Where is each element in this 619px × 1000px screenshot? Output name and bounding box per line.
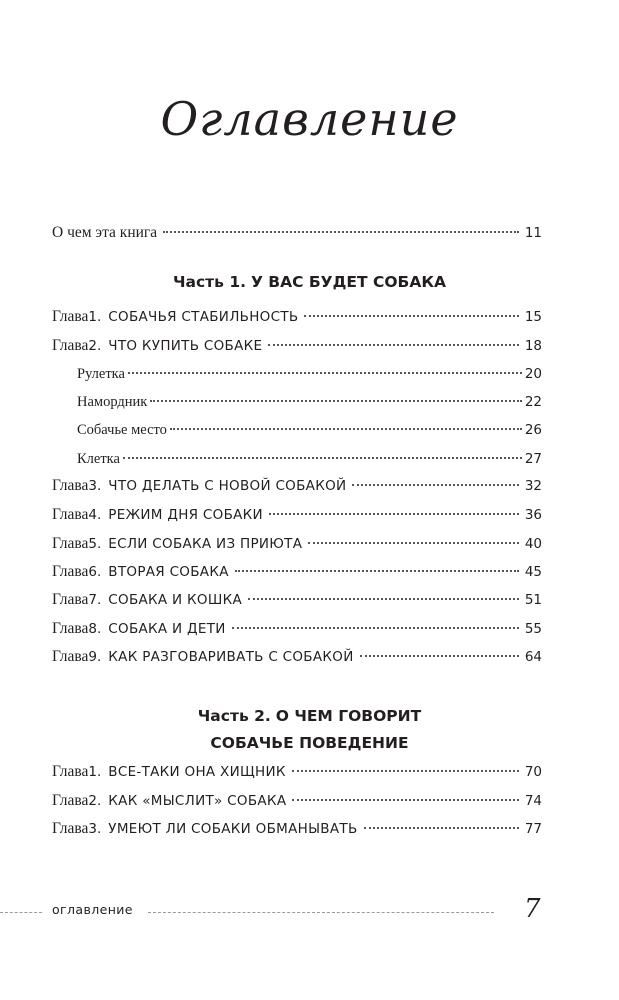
chapter-title: СОБАКА И КОШКА <box>108 592 243 608</box>
toc-chapter-entry <box>52 820 542 842</box>
chapter-title: ВТОРАЯ СОБАКА <box>108 564 229 580</box>
footer-section-label: оглавление <box>52 902 133 917</box>
chapter-number: 6. <box>88 564 102 580</box>
toc-chapter-entry <box>52 563 542 585</box>
part-title-line-1: О ЧЕМ ГОВОРИТ <box>275 707 422 725</box>
toc-page-number: 70 <box>524 764 542 780</box>
toc-subentry <box>77 394 542 416</box>
chapter-title: КАК «МЫСЛИТ» СОБАКА <box>108 793 287 809</box>
toc-page-number: 11 <box>524 225 542 241</box>
toc-page-number: 45 <box>524 564 542 580</box>
toc-subentry-label: Рулетка <box>77 366 125 382</box>
chapter-number: 2. <box>88 338 102 354</box>
chapter-title: ВСЕ-ТАКИ ОНА ХИЩНИК <box>108 764 286 780</box>
part-label: Часть 1. <box>172 273 246 291</box>
chapter-number: 5. <box>88 536 102 552</box>
chapter-prefix: Глава <box>52 763 89 780</box>
chapter-prefix: Глава <box>52 792 89 809</box>
toc-page-number: 22 <box>524 394 542 410</box>
dot-leader <box>123 457 522 459</box>
toc-subentry-label: Собачье место <box>77 422 167 438</box>
toc-entry-intro <box>52 224 542 246</box>
chapter-title: УМЕЮТ ЛИ СОБАКИ ОБМАНЫВАТЬ <box>108 821 358 837</box>
part-title: У ВАС БУДЕТ СОБАКА <box>250 273 447 291</box>
chapter-title: ЕСЛИ СОБАКА ИЗ ПРИЮТА <box>108 536 303 552</box>
dot-leader <box>268 344 518 346</box>
toc-page-number: 15 <box>524 309 542 325</box>
toc-page-number: 74 <box>524 793 542 809</box>
toc-subentry-label: Клетка <box>77 451 120 467</box>
chapter-prefix: Глава <box>52 620 89 637</box>
chapter-prefix: Глава <box>52 308 89 325</box>
dot-leader <box>235 570 519 572</box>
dot-leader <box>292 799 518 801</box>
chapter-title: КАК РАЗГОВАРИВАТЬ С СОБАКОЙ <box>108 649 354 665</box>
part-1-heading <box>0 273 619 291</box>
toc-chapter-entry <box>52 648 542 670</box>
chapter-prefix: Глава <box>52 337 89 354</box>
dot-leader <box>128 372 522 374</box>
toc-chapter-entry <box>52 792 542 814</box>
toc-page-number: 20 <box>524 366 542 382</box>
chapter-title: РЕЖИМ ДНЯ СОБАКИ <box>108 507 263 523</box>
toc-entry-label: О чем эта книга <box>52 224 158 241</box>
part-label: Часть 2. <box>197 707 271 725</box>
part-2-heading-line-2: СОБАЧЬЕ ПОВЕДЕНИЕ <box>210 734 409 752</box>
chapter-number: 7. <box>88 592 102 608</box>
dot-leader <box>292 770 519 772</box>
dot-leader <box>269 513 519 515</box>
toc-page-number: 26 <box>524 422 542 438</box>
dot-leader <box>360 655 519 657</box>
toc-chapter-entry <box>52 763 542 785</box>
toc-chapter-entry <box>52 308 542 330</box>
toc-page-number: 32 <box>524 478 542 494</box>
toc-chapter-entry <box>52 591 542 613</box>
toc-page-number: 18 <box>524 338 542 354</box>
footer-divider-left <box>0 912 42 913</box>
chapter-prefix: Глава <box>52 563 89 580</box>
chapter-number: 3. <box>88 821 102 837</box>
part-2-heading <box>0 707 619 725</box>
dot-leader <box>364 827 519 829</box>
chapter-number: 1. <box>88 764 102 780</box>
dot-leader <box>232 627 519 629</box>
toc-page-number: 55 <box>524 621 542 637</box>
chapter-prefix: Глава <box>52 477 89 494</box>
dot-leader <box>352 484 518 486</box>
chapter-title: СОБАЧЬЯ СТАБИЛЬНОСТЬ <box>108 309 299 325</box>
toc-subentry-label: Намордник <box>77 394 148 410</box>
toc-chapter-entry <box>52 535 542 557</box>
chapter-prefix: Глава <box>52 506 89 523</box>
dot-leader <box>308 542 519 544</box>
toc-page-number: 64 <box>524 649 542 665</box>
toc-title: Оглавление <box>160 92 459 146</box>
toc-chapter-entry <box>52 620 542 642</box>
chapter-title: СОБАКА И ДЕТИ <box>108 621 226 637</box>
dot-leader <box>304 315 518 317</box>
toc-chapter-entry <box>52 337 542 359</box>
chapter-number: 9. <box>88 649 102 665</box>
toc-subentry <box>77 422 542 444</box>
page-number: 7 <box>524 894 541 924</box>
toc-page-number: 51 <box>524 592 542 608</box>
chapter-prefix: Глава <box>52 820 89 837</box>
chapter-number: 1. <box>88 309 102 325</box>
chapter-number: 4. <box>88 507 102 523</box>
dot-leader <box>163 231 519 233</box>
footer-divider <box>148 912 494 913</box>
toc-chapter-entry <box>52 506 542 528</box>
toc-chapter-entry <box>52 477 542 499</box>
toc-page-number: 40 <box>524 536 542 552</box>
toc-subentry <box>77 451 542 473</box>
dot-leader <box>248 598 519 600</box>
toc-subentry <box>77 366 542 388</box>
chapter-title: ЧТО КУПИТЬ СОБАКЕ <box>108 338 263 354</box>
dot-leader <box>150 400 521 402</box>
toc-page-number: 77 <box>524 821 542 837</box>
toc-page-number: 27 <box>524 451 542 467</box>
chapter-prefix: Глава <box>52 591 89 608</box>
toc-page-number: 36 <box>524 507 542 523</box>
chapter-number: 3. <box>88 478 102 494</box>
chapter-prefix: Глава <box>52 648 89 665</box>
dot-leader <box>170 428 522 430</box>
chapter-number: 8. <box>88 621 102 637</box>
chapter-prefix: Глава <box>52 535 89 552</box>
chapter-number: 2. <box>88 793 102 809</box>
chapter-title: ЧТО ДЕЛАТЬ С НОВОЙ СОБАКОЙ <box>108 478 347 494</box>
